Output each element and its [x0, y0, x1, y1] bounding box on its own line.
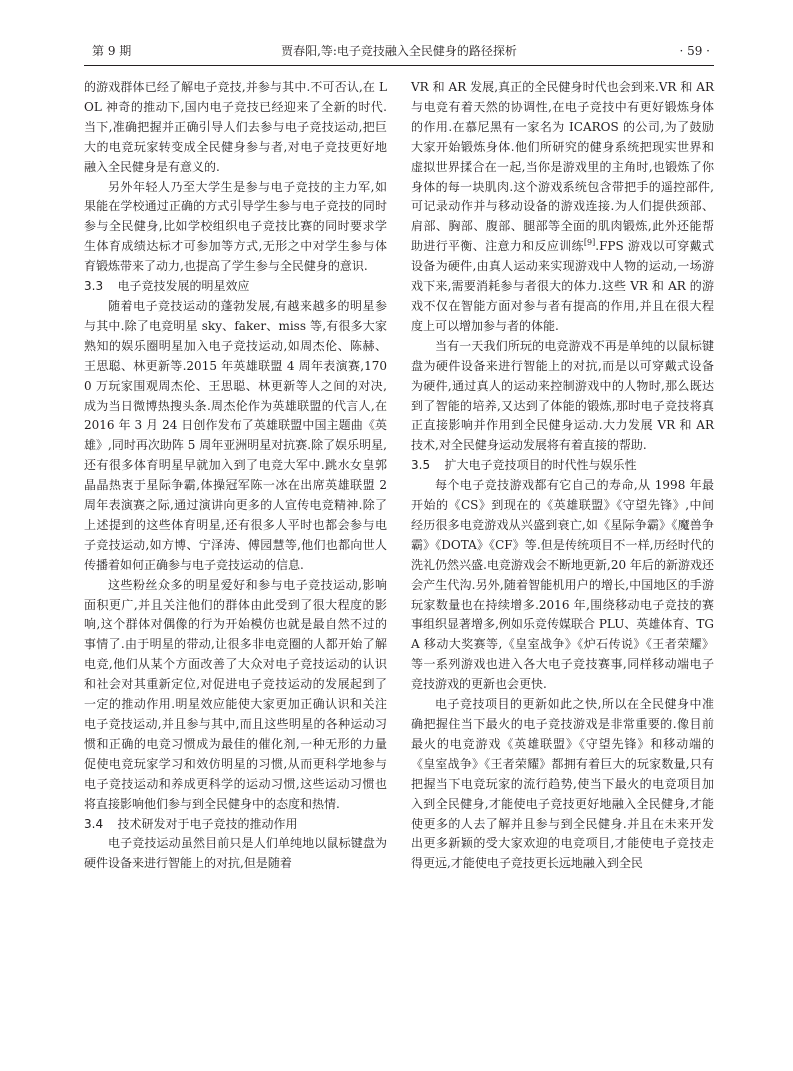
right-column	[411, 78, 714, 874]
header-rule	[84, 65, 714, 66]
paragraph: 的游戏群体已经了解电子竞技,并参与其中.不可否认,在 LOL 神奇的推动下,国内电子竞技已经迎来了全新的时代.当下,准确把握并正确引导人们去参与电子竞技运动,把巨大的电竞玩家转变成全民健身参与者,对电子竞技更好地融入全民健身是有意义的.	[84, 80, 387, 174]
section-number: 3.4	[84, 816, 104, 831]
paragraph: 当有一天我们所玩的电竞游戏不再是单纯的以鼠标键盘为硬件设备来进行智能上的对抗,而是以可穿戴式设备为硬件,通过真人的运动来控制游戏中的人物时,那么既达到了智能的培养,又达到了体能的锻炼,那时电子竞技将真正直接影响并作用到全民健身运动.大力发展 VR 和 AR 技术,对全民健身运动发展将有着直接的帮助.	[411, 338, 714, 453]
issue-number: 第 9 期	[92, 44, 132, 58]
paragraph: 电子竞技项目的更新如此之快,所以在全民健身中准确把握住当下最火的电子竞技游戏是非常重要的.像目前最火的电竞游戏《英雄联盟》《守望先锋》和移动端的《皇室战争》《王者荣耀》都拥有着巨大的玩家数量,只有把握当下电竞玩家的流行趋势,使当下最火的电竞项目加入到全民健身,才能使电子竞技更好地融入全民健身,才能使更多的人去了解并且参与到全民健身.并且在未来开发出更多新颖的受大家欢迎的电竞项目,才能使电子竞技走得更远,才能使电子竞技更长远地融入到全民	[411, 697, 714, 871]
section-heading-3-4	[84, 815, 387, 835]
section-title: 电子竞技发展的明星效应	[117, 279, 250, 294]
section-number: 3.3	[84, 279, 104, 294]
paragraph: 每个电子竞技游戏都有它自己的寿命,从 1998 年最开始的《CS》到现在的《英雄联盟》《守望先锋》,中间经历很多电竞游戏从兴盛到衰亡,如《星际争霸》《魔兽争霸》《DOTA》《CF》等.但是传统项目不一样,历经时代的洗礼仍然兴盛.电竞游戏会不断地更新,20 年后的新游戏还会产生代沟.另外,随着智能机用户的增长,中国地区的手游玩家数量也在持续增多.2016 年,围绕移动电子竞技的赛事组织显著增多,例如乐竞传媒联合 PLU、英雄体育、TGA 移动大奖赛等,《皇室战争》《炉石传说》《王者荣耀》等一系列游戏也进入各大电子竞技赛事,同样移动端电子竞技游戏的更新也会更快.	[411, 478, 714, 692]
paragraph: 电子竞技运动虽然目前只是人们单纯地以鼠标键盘为硬件设备来进行智能上的对抗,但是随着	[84, 836, 387, 871]
paragraph: 随着电子竞技运动的蓬勃发展,有越来越多的明星参与其中.除了电竞明星 sky、faker、miss 等,有很多大家熟知的娱乐圈明星加入电子竞技运动,如周杰伦、陈赫、王思聪、林更新等.2015 年英雄联盟 4 周年表演赛,1700 万玩家围观周杰伦、王思聪、林更新等人之间的对决,成为当日微博热搜头条.周杰伦作为英雄联盟的代言人,在 2016 年 3 月 24 日创作发布了英雄联盟中国主题曲《英雄》,同时再次助阵 5 周年亚洲明星对抗赛.除了娱乐明星,还有很多体育明星早就加入到了电竞大军中.跳水女皇郭晶晶热衷于星际争霸,体操冠军陈一冰在出席英雄联盟 2 周年表演赛之际,通过演讲向更多的人宣传电竞精神.除了上述提到的这些体育明星,还有很多人平时也都会参与电子竞技运动,如方博、宁泽涛、傅园慧等,他们也都向世人传播着如何正确参与电子竞技运动的信息.	[84, 298, 387, 572]
citation-reference: [9]	[583, 238, 596, 248]
paragraph: 另外年轻人乃至大学生是参与电子竞技的主力军,如果能在学校通过正确的方式引导学生参与电子竞技的同时参与全民健身,比如学校组织电子竞技比赛的同时要求学生体育成绩达标才可参加等方式,无形之中对学生参与体育锻炼带来了动力,也提高了学生参与全民健身的意识.	[84, 179, 387, 274]
section-number: 3.5	[411, 458, 431, 473]
page-number: · 59 ·	[679, 44, 710, 58]
section-title: 扩大电子竞技项目的时代性与娱乐性	[444, 458, 637, 473]
paragraph-text: VR 和 AR 发展,真正的全民健身时代也会到来.VR 和 AR 与电竞有着天然的协调性,在电子竞技中有更好锻炼身体的作用.在慕尼黑有一家名为 ICAROS 的公司,为了鼓励大家开始锻炼身体.他们所研究的健身系统把现实世界和虚拟世界揉合在一起,当你是游戏里的主角时,也锻炼了你身体的每一块肌肉.这个游戏系统包含带把手的遥控部件,可记录动作并与移动设备的游戏连接.为人们提供颈部、肩部、胸部、腹部、腿部等全面的肌肉锻炼,此外还能帮助进行平衡、注意力和反应训练	[411, 80, 714, 254]
running-header	[84, 40, 714, 62]
paragraph-text: .FPS 游戏以可穿戴式设备为硬件,由真人运动来实现游戏中人物的运动,一场游戏下来,需要消耗参与者很大的体力.这些 VR 和 AR 的游戏不仅在智能方面对参与者有提高的作用,并且在很大程度上可以增加参与者的体能.	[411, 239, 714, 333]
section-title: 技术研发对于电子竞技的推动作用	[117, 816, 298, 831]
paragraph: 这些粉丝众多的明星爱好和参与电子竞技运动,影响面积更广,并且关注他们的群体由此受到了很大程度的影响,这个群体对偶像的行为开始模仿也就是最自然不过的事情了.由于明星的带动,让很多非电竞圈的人都开始了解电竞,他们从某个方面改善了大众对电子竞技运动的认识和社会对其重新定位,对促进电子竞技运动的发展起到了一定的推动作用.明星效应能使大家更加正确认识和关注电子竞技运动,并且参与其中,而且这些明星的各种运动习惯和正确的电竞习惯成为最佳的催化剂,一种无形的力量促使电竞玩家学习和效仿明星的习惯,从而更科学地参与电子竞技运动和养成更科学的运动习惯,这些运动习惯也将直接影响他们参与到全民健身中的态度和热情.	[84, 577, 387, 811]
left-column	[84, 78, 387, 874]
running-title: 贾春阳,等:电子竞技融入全民健身的路径探析	[281, 44, 517, 58]
section-heading-3-5	[411, 456, 714, 476]
section-heading-3-3	[84, 277, 387, 297]
paragraph	[411, 78, 714, 337]
